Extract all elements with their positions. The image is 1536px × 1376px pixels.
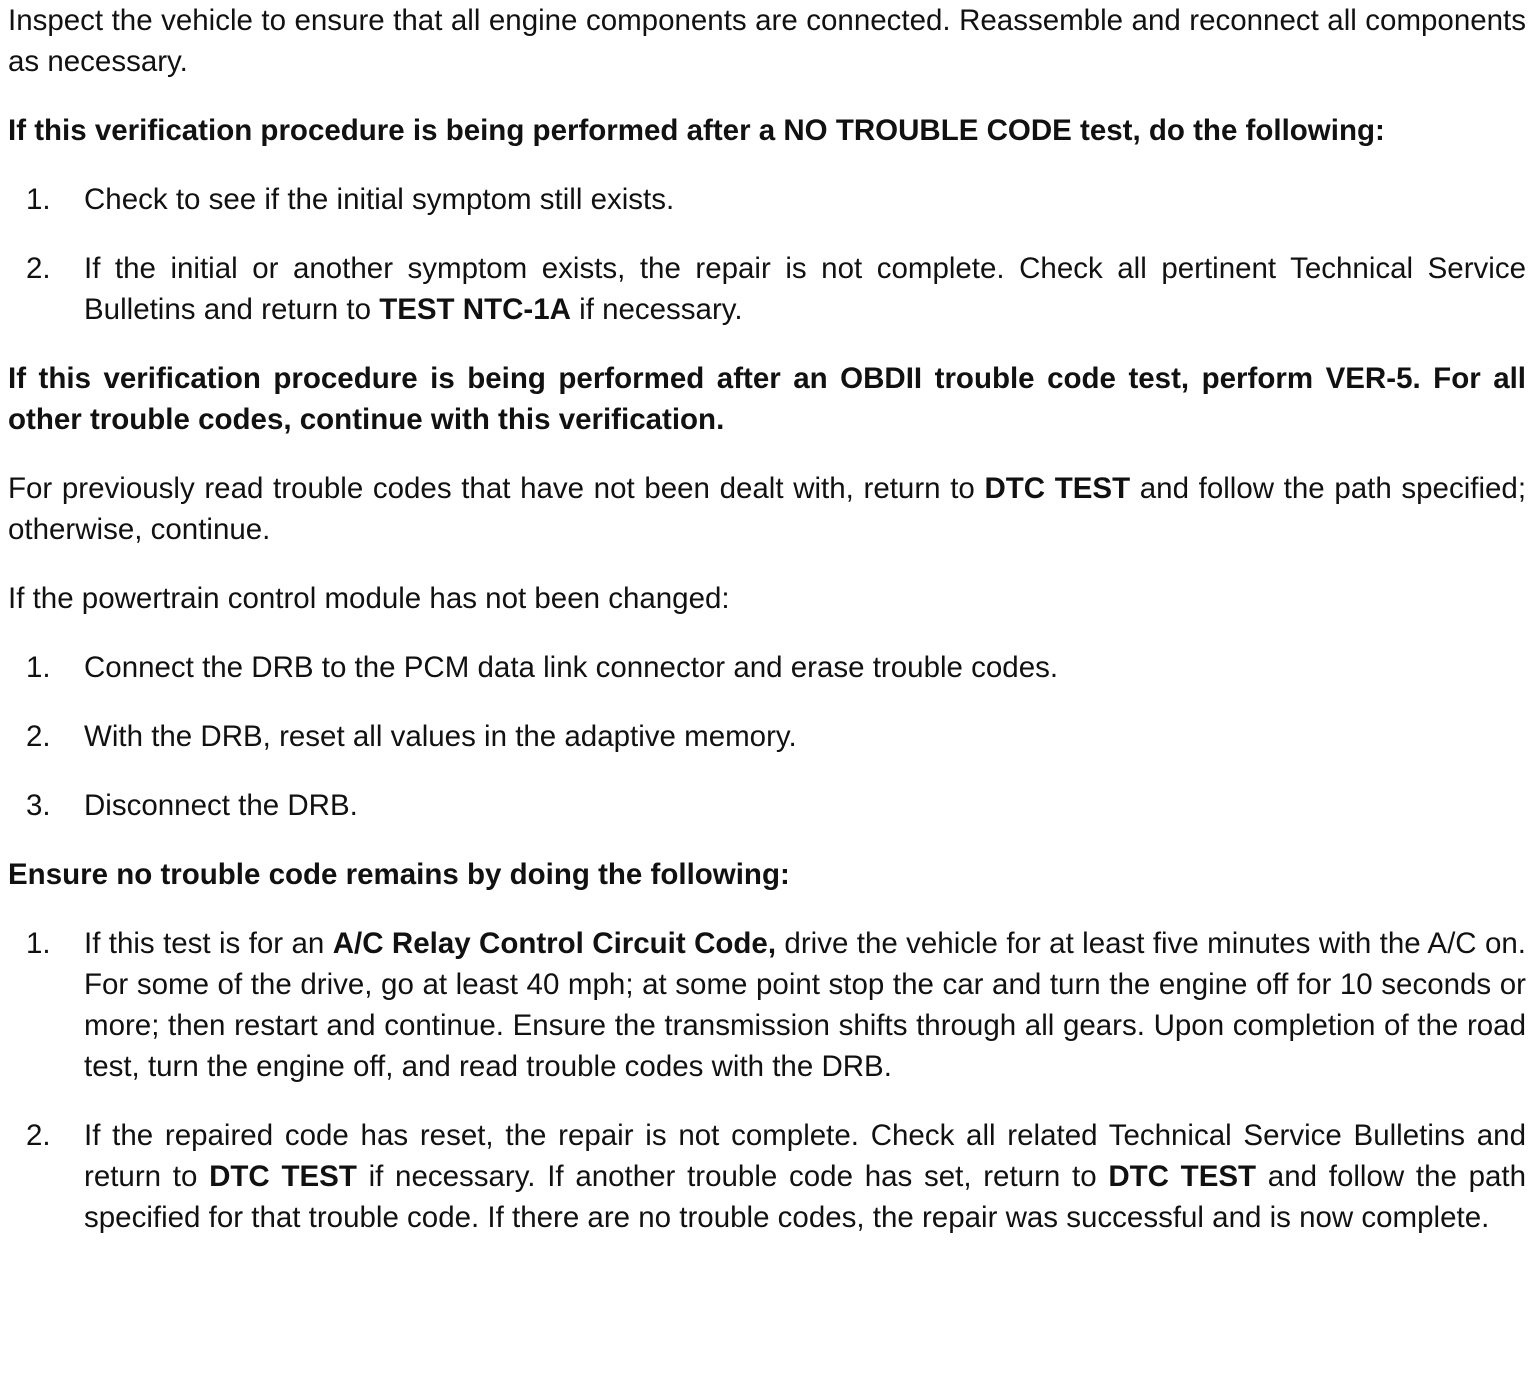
document-page [8, 0, 1526, 1238]
intro-paragraph: Inspect the vehicle to ensure that all engine components are connected. Reassemble and reconnect all components as necessary. [8, 4, 1526, 78]
list-item [8, 248, 1526, 330]
list-item-number: 2. [26, 720, 51, 753]
pcm-not-changed-list [8, 647, 1526, 826]
ensure-heading: Ensure no trouble code remains by doing the following: [8, 858, 790, 891]
list-item-text: and follow the path specified for that trouble code. If there are no trouble codes, the repair was successful and is now complete. [84, 1160, 1527, 1234]
list-item-number: 1. [26, 651, 51, 684]
list-item-text: drive the vehicle for at least five minutes with the A/C on. For some of the drive, go at least 40 mph; at some point stop the car and turn the engine off for 10 seconds or more; then restart and continue. Ensure the transmission shifts through all gears. Upon completion of the road test, turn the engine off, and read trouble codes with the DRB. [84, 927, 1527, 1083]
paragraph-text: For previously read trouble codes that have not been dealt with, return to [8, 472, 985, 505]
list-item-number: 2. [26, 252, 51, 285]
list-item-text: Check to see if the initial symptom still exists. [84, 183, 675, 216]
test-reference: TEST NTC-1A [379, 293, 571, 326]
test-reference: DTC TEST [209, 1160, 357, 1193]
list-item-number: 2. [26, 1119, 51, 1152]
list-item-text: If the initial or another symptom exists, the repair is not complete. Check all pertinent Technical Service Bulletins and return to [84, 252, 1526, 326]
list-item-text: Disconnect the DRB. [84, 789, 358, 822]
pcm-not-changed-heading: If the powertrain control module has not been changed: [8, 582, 730, 615]
list-item-text: if necessary. If another trouble code has set, return to [356, 1160, 1109, 1193]
list-item [8, 785, 1526, 826]
list-item-text: If the repaired code has reset, the repair is not complete. Check all related Technical Service Bulletins and return to [84, 1119, 1526, 1193]
obdii-heading: If this verification procedure is being performed after an OBDII trouble code test, perform VER-5. For all other trouble codes, continue with this verification. [8, 362, 1526, 436]
test-reference: DTC TEST [1108, 1160, 1257, 1193]
paragraph-text: and follow the path specified; otherwise, continue. [8, 472, 1527, 546]
code-reference: A/C Relay Control Circuit Code, [332, 927, 777, 960]
list-item-text: if necessary. [570, 293, 743, 326]
list-item-text: If this test is for an [84, 927, 333, 960]
list-item [8, 923, 1526, 1087]
list-item-text: With the DRB, reset all values in the adaptive memory. [84, 720, 797, 753]
no-trouble-code-heading: If this verification procedure is being performed after a NO TROUBLE CODE test, do the following: [8, 114, 1385, 147]
list-item [8, 179, 1526, 220]
list-item-number: 1. [26, 927, 51, 960]
ensure-list [8, 923, 1526, 1238]
list-item [8, 1115, 1526, 1238]
list-item-number: 3. [26, 789, 51, 822]
list-item [8, 647, 1526, 688]
list-item [8, 716, 1526, 757]
previously-read-paragraph [8, 468, 1526, 550]
no-trouble-code-list [8, 179, 1526, 330]
list-item-number: 1. [26, 183, 51, 216]
test-reference: DTC TEST [984, 472, 1131, 505]
list-item-text: Connect the DRB to the PCM data link connector and erase trouble codes. [84, 651, 1059, 684]
